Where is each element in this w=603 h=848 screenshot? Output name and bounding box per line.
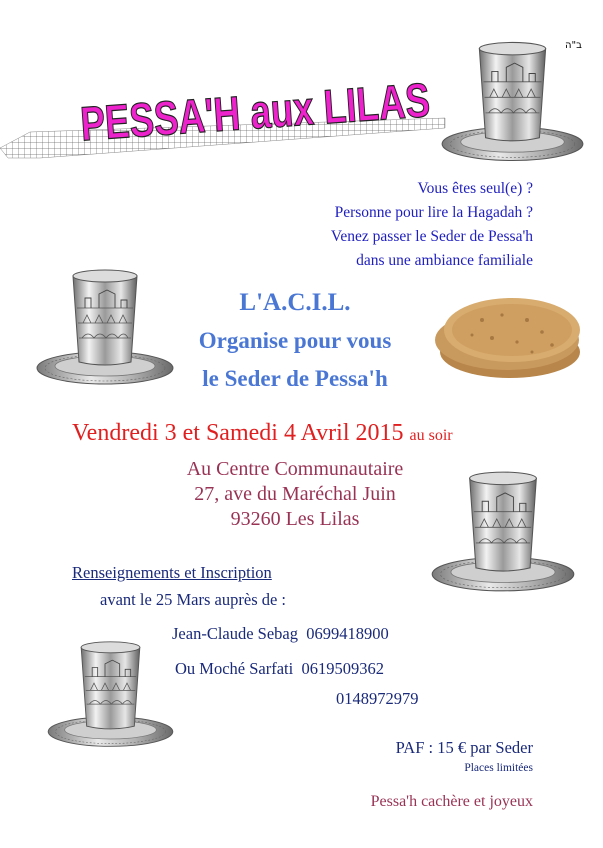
organizer-name: L'A.C.I.L. bbox=[239, 289, 351, 316]
contact-line: Jean-Claude Sebag 0699418900 bbox=[172, 624, 389, 643]
organizer-block bbox=[150, 284, 440, 398]
title-text: PESSA'H aux LILAS bbox=[78, 66, 539, 152]
kiddush-cup-image bbox=[440, 40, 585, 165]
kiddush-cup-image bbox=[428, 470, 578, 595]
event-date bbox=[72, 420, 453, 447]
price: PAF : 15 € par Seder bbox=[395, 738, 533, 757]
header-mark: ב"ה bbox=[565, 40, 582, 51]
contact-line: 0148972979 bbox=[336, 689, 419, 708]
intro-text bbox=[331, 177, 533, 273]
intro-line: Personne pour lire la Hagadah ? bbox=[334, 204, 533, 221]
title-banner bbox=[0, 40, 539, 170]
address-line: 27, ave du Maréchal Juin bbox=[194, 483, 396, 505]
address-line: 93260 Les Lilas bbox=[230, 508, 360, 530]
organizer-line: le Seder de Pessa'h bbox=[202, 366, 388, 391]
matzah-image bbox=[432, 290, 582, 385]
registration-deadline: avant le 25 Mars auprès de : bbox=[100, 590, 287, 609]
address-line: Au Centre Communautaire bbox=[186, 458, 404, 480]
contact-line: Ou Moché Sarfati 0619509362 bbox=[175, 659, 384, 678]
closing-text: Pessa'h cachère et joyeux bbox=[370, 793, 533, 810]
places-note: Places limitées bbox=[464, 762, 533, 774]
event-date-main: Vendredi 3 et Samedi 4 Avril 2015 bbox=[72, 420, 404, 446]
intro-line: dans une ambiance familiale bbox=[356, 252, 533, 269]
organizer-line: Organise pour vous bbox=[198, 328, 392, 353]
title-graphic bbox=[0, 40, 539, 170]
address-block bbox=[160, 457, 430, 532]
intro-line: Venez passer le Seder de Pessa'h bbox=[330, 228, 533, 245]
intro-line: Vous êtes seul(e) ? bbox=[417, 180, 533, 197]
kiddush-cup-image bbox=[38, 640, 183, 750]
event-date-suffix: au soir bbox=[409, 427, 453, 444]
registration-heading: Renseignements et Inscription bbox=[72, 563, 272, 582]
